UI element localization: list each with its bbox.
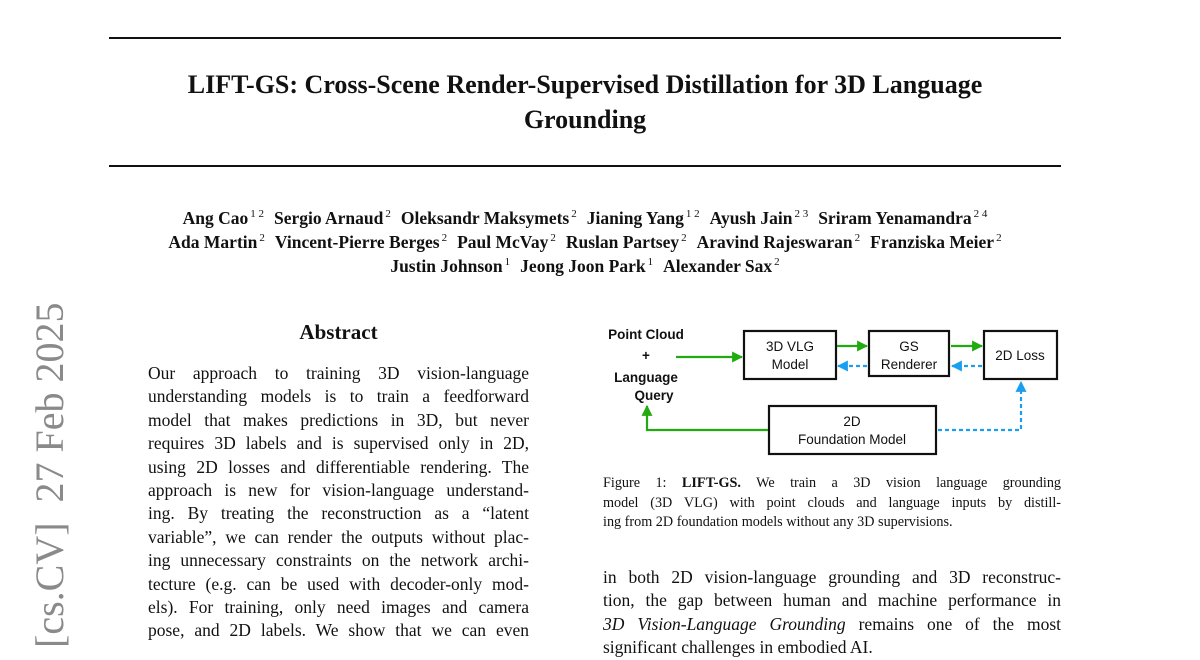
intro-line-2: tion, the gap between human and machine performance in bbox=[603, 590, 1061, 611]
node-foundation-line2: Foundation Model bbox=[797, 432, 907, 447]
author-affiliation: 2 bbox=[441, 232, 448, 244]
input-query: Query bbox=[634, 388, 674, 403]
author-affiliation: 1 2 bbox=[250, 208, 264, 220]
author-name: Ruslan Partsey bbox=[565, 232, 680, 252]
arrow-foundation-to-query bbox=[647, 406, 768, 430]
author bbox=[457, 232, 556, 253]
author-name: Sriram Yenamandra bbox=[818, 208, 972, 228]
author bbox=[390, 256, 510, 277]
author-line-3 bbox=[100, 256, 1070, 277]
author bbox=[587, 208, 700, 229]
caption-line-1 bbox=[603, 474, 1061, 494]
author-affiliation: 2 4 bbox=[973, 208, 988, 220]
abstract-line: tecture (e.g. can be used with decoder-only mod- bbox=[148, 573, 529, 594]
author-line-1 bbox=[100, 208, 1070, 229]
node-2d-foundation bbox=[769, 406, 936, 454]
author bbox=[183, 208, 264, 229]
author bbox=[401, 208, 577, 229]
input-plus: + bbox=[642, 348, 650, 363]
paper-title bbox=[109, 67, 1061, 137]
author-affiliation: 2 bbox=[854, 232, 861, 244]
author bbox=[520, 256, 653, 277]
input-language: Language bbox=[614, 370, 678, 385]
author-name: Paul McVay bbox=[457, 232, 549, 252]
author-name: Franziska Meier bbox=[870, 232, 995, 252]
arxiv-stamp: [cs.CV] 27 Feb 2025 bbox=[27, 302, 72, 648]
node-3d-vlg bbox=[744, 331, 836, 379]
author-name: Aravind Rajeswaran bbox=[696, 232, 853, 252]
author bbox=[274, 208, 391, 229]
node-2d-loss-label: 2D Loss bbox=[995, 348, 1045, 363]
intro-italic-term: 3D Vision-Language Grounding bbox=[603, 613, 846, 634]
abstract-line: model that makes predictions in 3D, but never bbox=[148, 409, 529, 430]
abstract-heading: Abstract bbox=[299, 320, 378, 344]
author-name: Sergio Arnaud bbox=[273, 208, 384, 228]
node-2d-loss bbox=[984, 331, 1057, 379]
title-line-2: Grounding bbox=[523, 105, 647, 134]
author-affiliation: 1 bbox=[647, 256, 654, 268]
node-gs-line1: GS bbox=[899, 339, 919, 354]
author bbox=[697, 232, 861, 253]
caption-line-2: model (3D VLG) with point clouds and language inputs by distill- bbox=[603, 494, 1061, 511]
abstract-line: Our approach to training 3D vision-language bbox=[148, 363, 529, 383]
node-3d-vlg-line2: Model bbox=[771, 357, 809, 372]
abstract-line: understanding models is to train a feedforward bbox=[148, 386, 529, 407]
abstract-line: approach is new for vision-language understand- bbox=[148, 479, 529, 500]
author-name: Ang Cao bbox=[182, 208, 249, 228]
input-point-cloud: Point Cloud bbox=[608, 327, 684, 342]
figure-1-diagram bbox=[600, 320, 1070, 465]
abstract-line: ing unnecessary constraints on the network archi- bbox=[148, 550, 529, 571]
intro-line-3-text: remains one of the most bbox=[858, 613, 1061, 634]
caption-figure-label: Figure 1: bbox=[603, 475, 667, 491]
node-gs-line2: Renderer bbox=[880, 357, 938, 372]
author-name: Justin Johnson bbox=[390, 256, 503, 276]
abstract-line: els). For training, only need images and camera bbox=[148, 596, 529, 617]
author-name: Oleksandr Maksymets bbox=[400, 208, 570, 228]
author-name: Ayush Jain bbox=[709, 208, 793, 228]
figure-1-caption bbox=[603, 474, 1061, 533]
abstract-line: variable”, we can render the outputs without plac- bbox=[148, 526, 529, 547]
author-affiliation: 1 bbox=[504, 256, 511, 268]
intro-line-3 bbox=[603, 613, 1061, 636]
title-line-1: LIFT-GS: Cross-Scene Render-Supervised Distillation for 3D Language bbox=[187, 70, 983, 99]
node-gs-renderer bbox=[869, 331, 949, 376]
grad-foundation-to-loss bbox=[938, 382, 1021, 430]
author-name: Vincent-Pierre Berges bbox=[274, 232, 440, 252]
intro-line-1: in both 2D vision-language grounding and 3D reconstruc- bbox=[603, 567, 1061, 587]
author bbox=[566, 232, 687, 253]
author-affiliation: 2 3 bbox=[794, 208, 809, 220]
abstract-line: pose, and 2D labels. We show that we can even bbox=[148, 620, 529, 641]
author bbox=[818, 208, 987, 229]
author-name: Ada Martin bbox=[168, 232, 258, 252]
author bbox=[870, 232, 1001, 253]
author bbox=[275, 232, 447, 253]
author bbox=[663, 256, 780, 277]
author-name: Jeong Joon Park bbox=[520, 256, 646, 276]
abstract-line: using 2D losses and differentiable rendering. The bbox=[148, 456, 529, 477]
caption-bold-title: LIFT-GS. bbox=[681, 475, 741, 491]
author bbox=[168, 232, 264, 253]
caption-line-1-text: We train a 3D vision language grounding bbox=[756, 475, 1062, 491]
author-affiliation: 2 bbox=[550, 232, 556, 244]
author-line-2 bbox=[100, 232, 1070, 253]
input-label bbox=[608, 327, 684, 403]
author bbox=[710, 208, 809, 229]
author-affiliation: 2 bbox=[259, 232, 265, 244]
author-affiliation: 2 bbox=[774, 256, 780, 268]
caption-line-3: ing from 2D foundation models without any 3D supervisions. bbox=[603, 514, 953, 530]
author-name: Jianing Yang bbox=[586, 208, 684, 228]
abstract-line: requires 3D labels and is supervised only in 2D, bbox=[148, 433, 529, 454]
title-rule-top bbox=[109, 37, 1061, 39]
author-affiliation: 2 bbox=[681, 232, 687, 244]
author-name: Alexander Sax bbox=[663, 256, 773, 276]
abstract-body bbox=[148, 362, 529, 643]
intro-paragraph bbox=[603, 566, 1061, 660]
author-affiliation: 2 bbox=[996, 232, 1002, 244]
intro-line-4: significant challenges in embodied AI. bbox=[603, 637, 873, 658]
node-3d-vlg-line1: 3D VLG bbox=[765, 339, 815, 354]
node-foundation-line1: 2D bbox=[843, 414, 861, 429]
author-affiliation: 2 bbox=[385, 208, 391, 220]
author-affiliation: 2 bbox=[571, 208, 577, 220]
author-affiliation: 1 2 bbox=[685, 208, 700, 220]
abstract-line: ing. By treating the reconstruction as a “latent bbox=[148, 503, 529, 524]
title-rule-bottom bbox=[109, 165, 1061, 167]
